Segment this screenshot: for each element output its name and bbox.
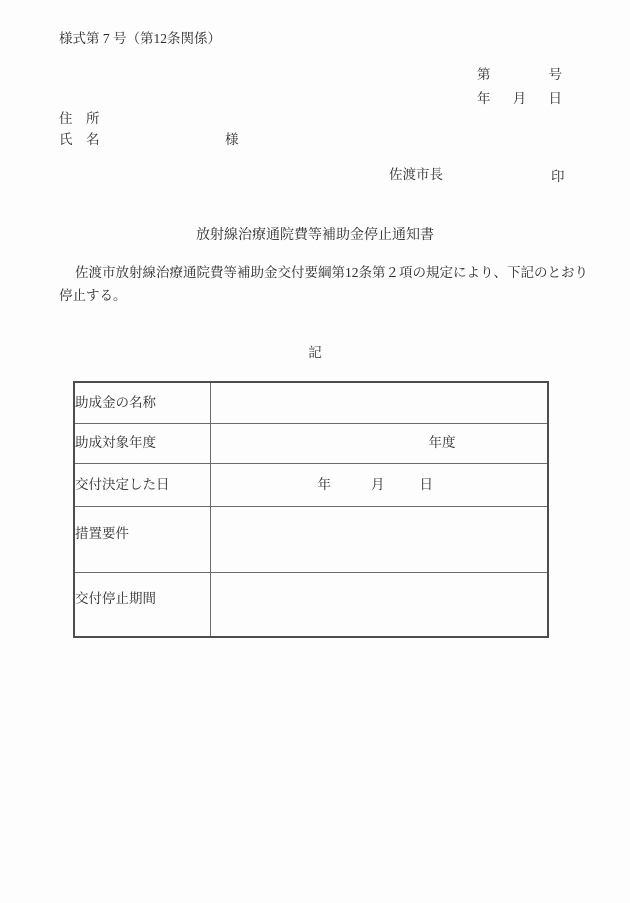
table-row-subsidy-name [74,382,548,424]
date-day-label: 日 [419,476,433,492]
name-label: 氏 名 [59,132,100,147]
honorific-label: 様 [225,132,239,147]
seal-label: 印 [551,169,565,184]
body-paragraph-line2: 停止する。 [59,288,127,303]
issue-date-line [477,91,562,107]
table-row-measure-requirement [74,507,548,573]
table-row-grant-decision-date [74,464,548,507]
document-title: 放射線治療通院費等補助金停止通知書 [196,228,434,243]
row-label-cell [74,464,210,507]
row-label: 交付停止期間 [75,591,156,607]
table-row-target-year [74,424,548,464]
form-number-label: 様式第 7 号（第12条関係） [59,31,221,46]
record-heading: 記 [308,345,322,360]
doc-number-line [477,67,562,83]
row-label: 助成金の名称 [75,394,156,410]
doc-number-prefix: 第 [477,67,491,82]
row-value-cell [210,382,548,424]
doc-number-suffix: 号 [548,67,562,82]
row-label-cell [74,424,210,464]
date-day-label: 日 [548,91,562,106]
row-label: 交付決定した日 [75,476,170,492]
date-month-label: 月 [512,91,527,106]
row-label-cell [74,573,210,638]
date-year-label: 年 [477,91,491,106]
notice-table [73,381,549,638]
row-value-cell [210,507,548,573]
row-label: 助成対象年度 [75,435,156,451]
fiscal-year-suffix: 年度 [428,435,456,451]
row-label: 措置要件 [75,526,129,542]
mayor-name: 佐渡市長 [389,167,443,182]
row-value-cell [210,464,548,507]
date-month-label: 月 [371,476,385,492]
row-label-cell [74,507,210,573]
address-label: 住 所 [59,111,100,126]
table-row-suspension-period [74,573,548,638]
date-year-label: 年 [317,476,331,492]
row-value-cell [210,573,548,638]
row-value-cell [210,424,548,464]
body-paragraph-line1: 佐渡市放射線治療通院費等補助金交付要綱第12条第２項の規定により、下記のとおり [75,265,588,280]
date-placeholder [211,477,548,493]
row-label-cell [74,382,210,424]
